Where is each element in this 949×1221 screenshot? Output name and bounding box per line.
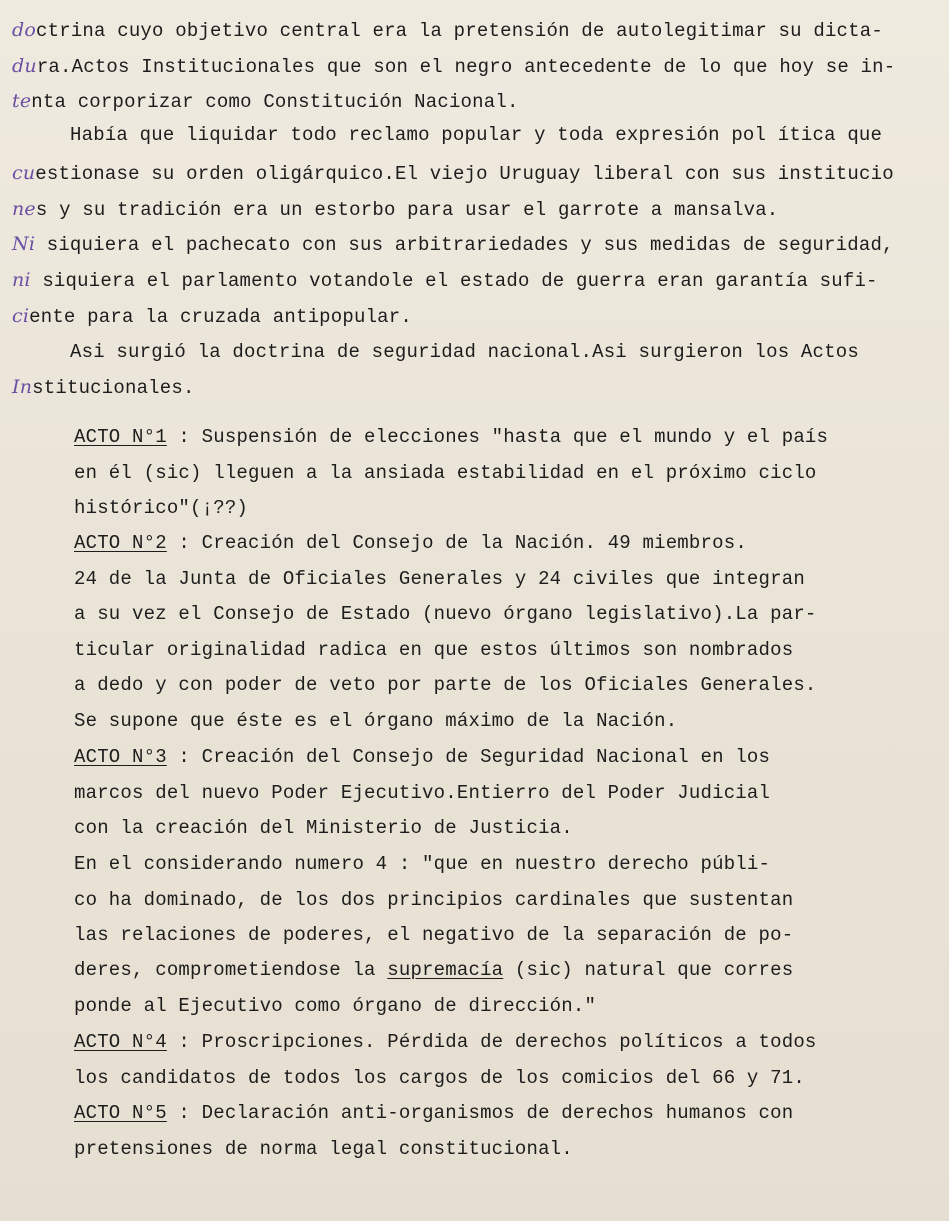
act-text: ticular originalidad radica en que estos últimos son nombrados <box>74 639 794 661</box>
act-line <box>74 852 770 876</box>
act-line <box>74 1066 805 1090</box>
act-line <box>74 567 805 591</box>
text-line <box>12 304 412 329</box>
handwritten-margin-fragment: te <box>12 90 32 112</box>
text-line <box>12 18 883 43</box>
handwritten-margin-fragment: In <box>12 376 33 398</box>
act-text: : Suspensión de elecciones "hasta que el mundo y el país <box>166 426 829 448</box>
line-text: ente para la cruzada antipopular. <box>29 306 412 328</box>
act-text: : Declaración anti-organismos de derechos humanos con <box>166 1102 794 1124</box>
line-text: nta corporizar como Constitución Nacional. <box>31 91 519 113</box>
act-line <box>74 709 677 733</box>
text-line <box>12 123 882 147</box>
handwritten-margin-fragment: ci <box>12 305 30 327</box>
act-line <box>74 816 573 840</box>
act-line <box>74 923 793 947</box>
act-text: a dedo y con poder de veto por parte de los Oficiales Generales. <box>74 674 817 696</box>
underlined-word: supremacía <box>387 959 504 981</box>
act-text: pretensiones de norma legal constitucional. <box>74 1138 573 1160</box>
act-label: ACTO N°3 <box>74 746 167 768</box>
line-text: siquiera el pachecato con sus arbitrariedades y sus medidas de seguridad, <box>35 234 894 256</box>
act-text: : Creación del Consejo de Seguridad Nacional en los <box>166 746 771 768</box>
line-text: stitucionales. <box>32 377 195 399</box>
act-text: histórico"(¡??) <box>74 497 249 519</box>
act-text: 24 de la Junta de Oficiales Generales y 24 civiles que integran <box>74 568 805 590</box>
text-line <box>12 54 895 79</box>
act-line <box>74 602 817 626</box>
act-text: en él (sic) lleguen a la ansiada estabilidad en el próximo ciclo <box>74 462 817 484</box>
act-text: las relaciones de poderes, el negativo de la separación de po- <box>74 924 794 946</box>
act-line <box>74 958 793 982</box>
act-line <box>74 745 770 769</box>
act-text: En el considerando numero 4 : "que en nuestro derecho públi- <box>74 853 771 875</box>
handwritten-margin-fragment: ne <box>12 198 36 220</box>
act-line <box>74 496 248 520</box>
line-text: ra.Actos Institucionales que son el negro antecedente de lo que hoy se in- <box>36 56 896 78</box>
handwritten-margin-fragment: du <box>12 55 37 77</box>
act-text: : Creación del Consejo de la Nación. 49 miembros. <box>166 532 747 554</box>
act-text: los candidatos de todos los cargos de los comicios del 66 y 71. <box>74 1067 805 1089</box>
act-line <box>74 638 793 662</box>
act-label: ACTO N°2 <box>74 532 167 554</box>
act-text: a su vez el Consejo de Estado (nuevo órgano legislativo).La par- <box>74 603 817 625</box>
text-line <box>12 268 878 293</box>
act-label: ACTO N°5 <box>74 1102 167 1124</box>
text-line <box>12 340 859 364</box>
act-line <box>74 1101 793 1125</box>
act-line <box>74 461 817 485</box>
act-line <box>74 994 596 1018</box>
act-line <box>74 425 828 449</box>
act-label: ACTO N°1 <box>74 426 167 448</box>
text-line <box>12 232 894 257</box>
text-line <box>12 375 195 400</box>
act-line <box>74 673 817 697</box>
handwritten-margin-fragment: ni <box>12 269 31 291</box>
line-text: s y su tradición era un estorbo para usar el garrote a mansalva. <box>35 199 779 221</box>
act-label: ACTO N°4 <box>74 1031 167 1053</box>
act-text: ponde al Ejecutivo como órgano de dirección." <box>74 995 597 1017</box>
line-text: Asi surgió la doctrina de seguridad nacional.Asi surgieron los Actos <box>12 341 859 363</box>
line-text: siquiera el parlamento votandole el estado de guerra eran garantía sufi- <box>30 270 878 292</box>
text-line <box>12 89 519 114</box>
act-line <box>74 781 770 805</box>
act-text: con la creación del Ministerio de Justicia. <box>74 817 573 839</box>
text-line <box>12 161 894 186</box>
line-text: estionase su orden oligárquico.El viejo Uruguay liberal con sus institucio <box>35 163 894 185</box>
handwritten-margin-fragment: do <box>12 19 37 41</box>
line-text: Había que liquidar todo reclamo popular y toda expresión pol ítica que <box>12 124 883 146</box>
act-text: co ha dominado, de los dos principios cardinales que sustentan <box>74 889 794 911</box>
act-line <box>74 1137 573 1161</box>
act-line <box>74 1030 817 1054</box>
act-text: marcos del nuevo Poder Ejecutivo.Entierro del Poder Judicial <box>74 782 771 804</box>
handwritten-margin-fragment: Ni <box>12 233 36 255</box>
act-text: : Proscripciones. Pérdida de derechos políticos a todos <box>166 1031 817 1053</box>
line-text: ctrina cuyo objetivo central era la pretensión de autolegitimar su dicta- <box>36 20 883 42</box>
act-text: deres, comprometiendose la supremacía (sic) natural que corres <box>74 959 794 981</box>
act-text: Se supone que éste es el órgano máximo de la Nación. <box>74 710 678 732</box>
handwritten-margin-fragment: cu <box>12 162 36 184</box>
act-line <box>74 888 793 912</box>
act-line <box>74 531 747 555</box>
text-line <box>12 197 778 222</box>
